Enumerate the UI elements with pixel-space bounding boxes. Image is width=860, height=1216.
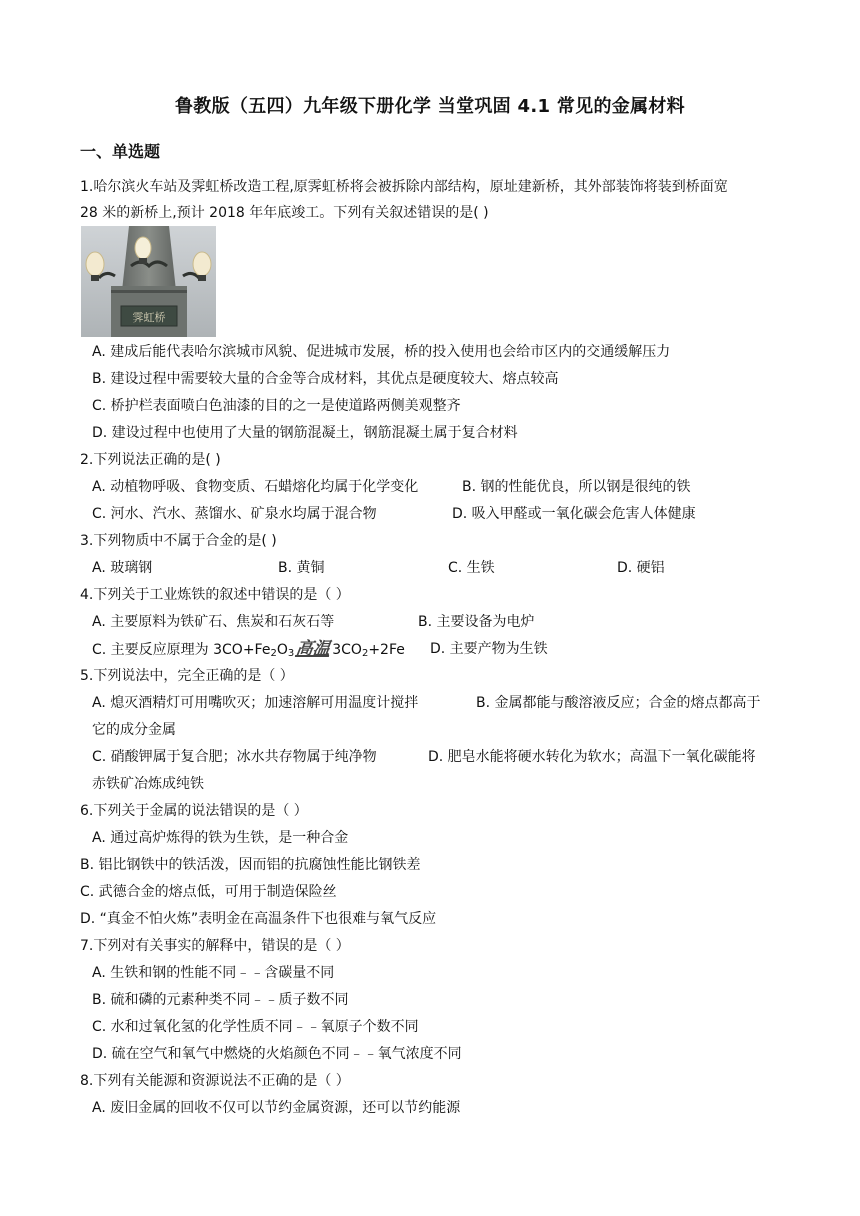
q3-stem: 3.下列物质中不属于合金的是( ) bbox=[80, 533, 277, 549]
q4-stem: 4.下列关于工业炼铁的叙述中错误的是（ ） bbox=[80, 587, 350, 603]
q6-stem: 6.下列关于金属的说法错误的是（ ） bbox=[80, 803, 308, 819]
q5-option-b-line1: B. 金属都能与酸溶液反应；合金的熔点都高于 bbox=[476, 695, 761, 711]
q4-c-product2: +2Fe bbox=[368, 642, 405, 658]
q3-option-c: C. 生铁 bbox=[448, 560, 495, 576]
q2-option-a: A. 动植物呼吸、食物变质、石蜡熔化均属于化学变化 bbox=[92, 479, 419, 495]
q4-option-d: D. 主要产物为生铁 bbox=[430, 641, 548, 657]
bridge-photo bbox=[81, 226, 216, 337]
q4-c-sub-co2: 2 bbox=[361, 648, 369, 659]
q2-stem: 2.下列说法正确的是( ) bbox=[80, 452, 221, 468]
q5-option-d-line2: 赤铁矿冶炼成纯铁 bbox=[92, 776, 204, 792]
q7-option-a: A. 生铁和钢的性能不同﹣﹣含碳量不同 bbox=[92, 965, 335, 981]
q4-option-b: B. 主要设备为电炉 bbox=[418, 614, 535, 630]
reaction-condition: 高温 bbox=[294, 639, 332, 659]
q4-c-product1: 3CO bbox=[332, 642, 362, 658]
q6-option-a: A. 通过高炉炼得的铁为生铁，是一种合金 bbox=[92, 830, 349, 846]
bridge-plaque-text: 霁虹桥 bbox=[132, 311, 166, 324]
q5-option-a: A. 熄灭酒精灯可用嘴吹灭；加速溶解可用温度计搅拌 bbox=[92, 695, 419, 711]
q3-option-d: D. 硬铝 bbox=[617, 560, 665, 576]
q4-c-oxygen: O bbox=[276, 642, 288, 658]
q6-option-c: C. 武德合金的熔点低，可用于制造保险丝 bbox=[80, 884, 337, 900]
q5-option-d-line1: D. 肥皂水能将硬水转化为软水；高温下一氧化碳能将 bbox=[428, 749, 756, 765]
q3-option-a: A. 玻璃钢 bbox=[92, 560, 153, 576]
q7-option-d: D. 硫在空气和氧气中燃烧的火焰颜色不同﹣﹣氧气浓度不同 bbox=[92, 1046, 462, 1062]
q2-option-d: D. 吸入甲醛或一氧化碳会危害人体健康 bbox=[452, 506, 696, 522]
q2-option-c: C. 河水、汽水、蒸馏水、矿泉水均属于混合物 bbox=[92, 506, 377, 522]
q5-option-b-line2: 它的成分金属 bbox=[92, 722, 176, 738]
q1-stem-line2: 28 米的新桥上,预计 2018 年年底竣工。下列有关叙述错误的是( ) bbox=[80, 205, 489, 221]
q4-c-sub-fe: 2 bbox=[270, 648, 277, 659]
q1-option-a: A. 建成后能代表哈尔滨城市风貌、促进城市发展，桥的投入使用也会给市区内的交通缓解压力 bbox=[92, 344, 671, 360]
q7-option-c: C. 水和过氧化氢的化学性质不同﹣﹣氧原子个数不同 bbox=[92, 1019, 419, 1035]
q5-option-c: C. 硝酸钾属于复合肥；冰水共存物属于纯净物 bbox=[92, 749, 377, 765]
q8-stem: 8.下列有关能源和资源说法不正确的是（ ） bbox=[80, 1073, 350, 1089]
q2-option-b: B. 钢的性能优良，所以钢是很纯的铁 bbox=[462, 479, 691, 495]
q4-c-prefix: C. 主要反应原理为 3CO+Fe bbox=[92, 642, 271, 658]
section-heading: 一、单选题 bbox=[80, 142, 161, 161]
q1-option-b: B. 建设过程中需要较大量的合金等合成材料，其优点是硬度较大、熔点较高 bbox=[92, 371, 559, 387]
q7-stem: 7.下列对有关事实的解释中，错误的是（ ） bbox=[80, 938, 350, 954]
q6-option-d: D. “真金不怕火炼”表明金在高温条件下也很难与氧气反应 bbox=[80, 911, 437, 927]
q8-option-a: A. 废旧金属的回收不仅可以节约金属资源，还可以节约能源 bbox=[92, 1100, 461, 1116]
q5-stem: 5.下列说法中，完全正确的是（ ） bbox=[80, 668, 294, 684]
q4-c-sub-o: 3 bbox=[287, 648, 295, 659]
q7-option-b: B. 硫和磷的元素种类不同﹣﹣质子数不同 bbox=[92, 992, 349, 1008]
q1-option-d: D. 建设过程中也使用了大量的钢筋混凝土，钢筋混凝土属于复合材料 bbox=[92, 425, 518, 441]
q1-option-c: C. 桥护栏表面喷白色油漆的目的之一是使道路两侧美观整齐 bbox=[92, 398, 461, 414]
q4-option-a: A. 主要原料为铁矿石、焦炭和石灰石等 bbox=[92, 614, 335, 630]
page-title: 鲁教版（五四）九年级下册化学 当堂巩固 4.1 常见的金属材料 bbox=[175, 96, 685, 117]
q6-option-b: B. 铝比钢铁中的铁活泼，因而铝的抗腐蚀性能比钢铁差 bbox=[80, 857, 421, 873]
q3-option-b: B. 黄铜 bbox=[278, 560, 325, 576]
q4-option-c bbox=[92, 639, 405, 664]
q1-stem-line1: 1.哈尔滨火车站及霁虹桥改造工程,原霁虹桥将会被拆除内部结构，原址建新桥，其外部装饰将装到桥面宽 bbox=[80, 179, 728, 195]
